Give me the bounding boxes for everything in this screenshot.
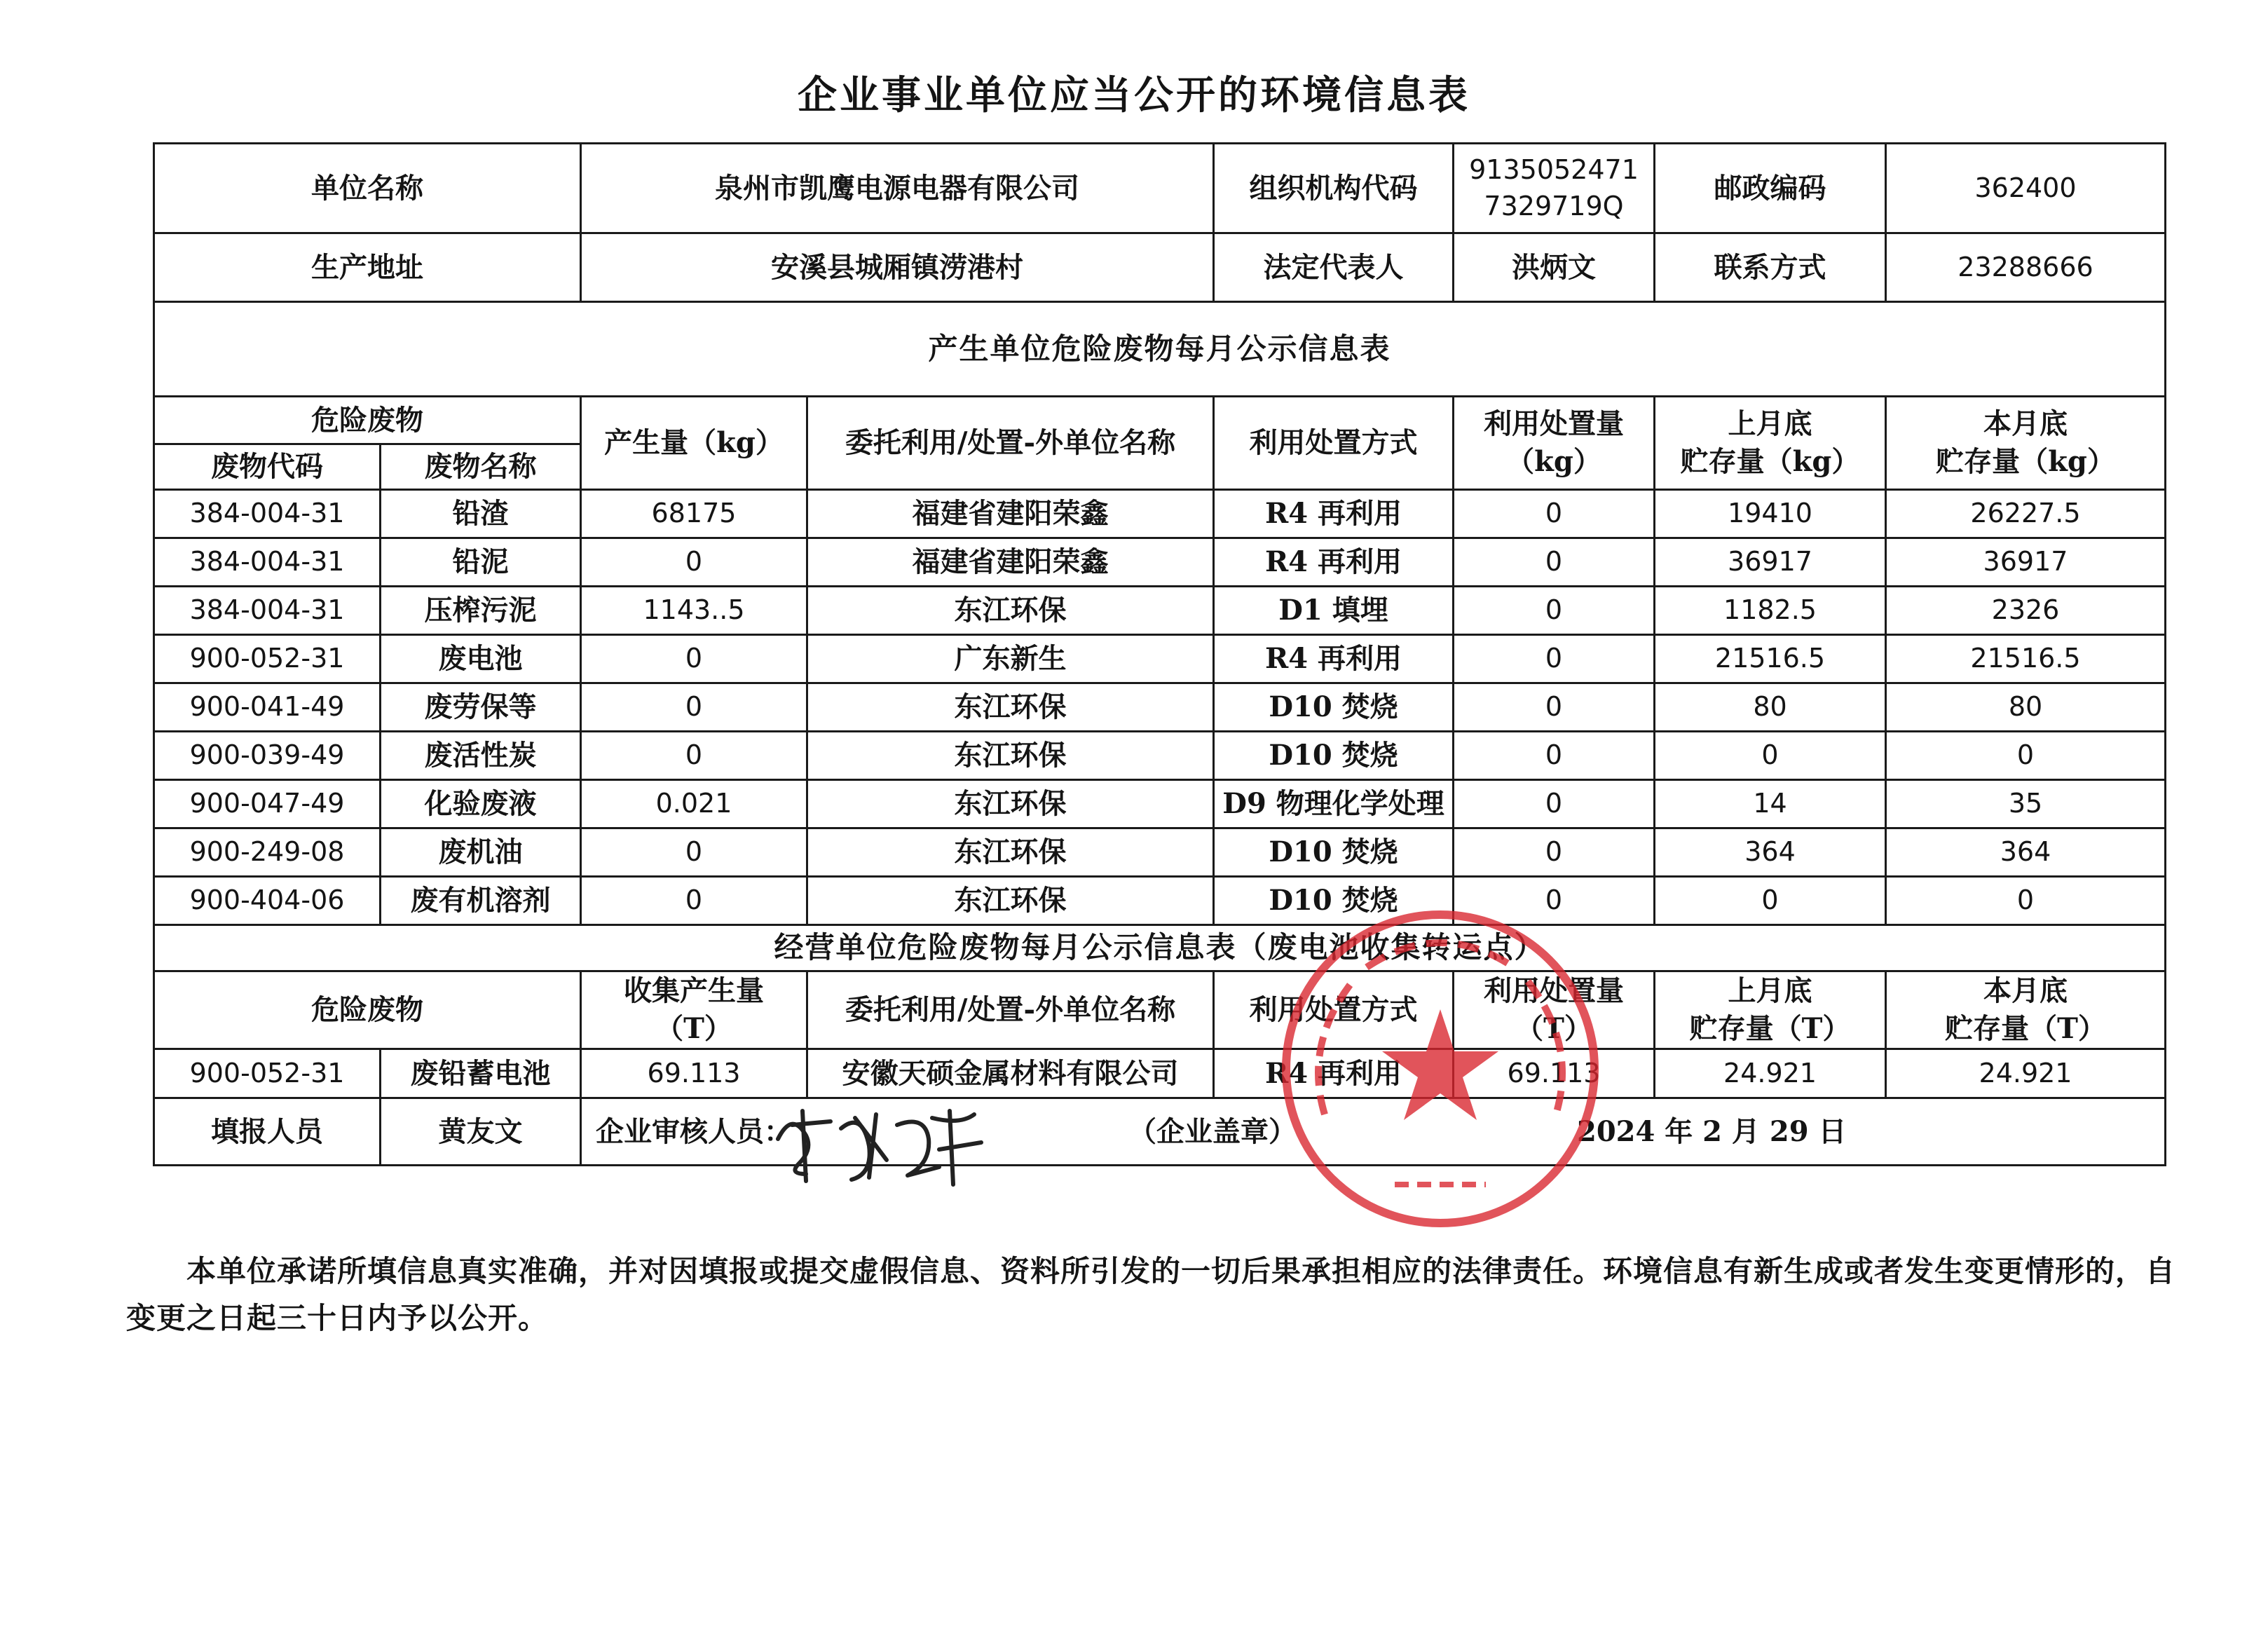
section2-title-row [154,925,2166,971]
method: R4 再利用 [1214,635,1454,683]
amount: 0 [581,683,807,732]
amount: 0 [581,732,807,780]
org-code-line2: 7329719Q [1484,190,1624,221]
entrusted-unit: 东江环保 [807,587,1214,635]
waste-code: 900-249-08 [154,828,381,877]
entrusted-unit: 东江环保 [807,780,1214,828]
disposed: 0 [1454,877,1655,925]
waste-name-header: 废物名称 [381,444,581,490]
table-row [154,587,2166,635]
waste-code: 900-052-31 [154,635,381,683]
table-row [154,828,2166,877]
filler-name: 黄友文 [381,1098,581,1166]
disposed: 0 [1454,587,1655,635]
last-month-header-line1: 上月底 [1728,407,1812,440]
report-date: 2024 年 2 月 29 日 [1577,1114,1847,1148]
this-month-stock: 0 [1886,732,2166,780]
seal-label: （企业盖章） [1128,1114,1297,1148]
disposed-header [1454,397,1655,490]
amount: 0 [581,828,807,877]
this-month-stock: 26227.5 [1886,490,2166,538]
this-month-stock: 35 [1886,780,2166,828]
waste-name: 废机油 [381,828,581,877]
waste-name: 化验废液 [381,780,581,828]
legal-rep-value: 洪炳文 [1454,233,1655,302]
contact-label: 联系方式 [1655,233,1886,302]
disposed: 0 [1454,635,1655,683]
this-month-header [1886,397,2166,490]
postal-code-label: 邮政编码 [1655,144,1886,233]
amount: 0 [581,635,807,683]
waste-name: 废电池 [381,635,581,683]
s2-this-month-stock: 24.921 [1886,1049,2166,1098]
waste-name: 铅泥 [381,538,581,587]
s2-entrusted-unit: 安徽天硕金属材料有限公司 [807,1049,1214,1098]
s2-method-header: 利用处置方式 [1214,971,1454,1049]
reviewer-signature [764,1097,995,1188]
unit-name-label: 单位名称 [154,144,581,233]
method: R4 再利用 [1214,538,1454,587]
method-header: 利用处置方式 [1214,397,1454,490]
disposed-header-line2: （kg） [1506,445,1601,478]
last-month-header-line2: 贮存量（kg） [1680,445,1860,478]
disposed: 0 [1454,538,1655,587]
last-month-stock: 19410 [1655,490,1886,538]
reviewer-label: 企业审核人员： [596,1114,792,1148]
this-month-header-line1: 本月底 [1983,407,2068,440]
waste-code: 900-039-49 [154,732,381,780]
s2-last-month-stock: 24.921 [1655,1049,1886,1098]
disposed: 0 [1454,490,1655,538]
waste-code-header: 废物代码 [154,444,381,490]
entrusted-unit: 福建省建阳荣鑫 [807,538,1214,587]
s2-collected-header-line1: 收集产生量 [624,974,764,1007]
s2-collected-header [581,971,807,1049]
waste-code: 900-047-49 [154,780,381,828]
amount: 0 [581,538,807,587]
disposed: 0 [1454,828,1655,877]
table-row [154,1049,2166,1098]
seal-star-icon [1382,1009,1498,1120]
s2-this-month-header-line1: 本月底 [1983,974,2068,1007]
s2-disposed: 69.113 [1454,1049,1655,1098]
last-month-header [1655,397,1886,490]
waste-name: 压榨污泥 [381,587,581,635]
entrusted-unit: 东江环保 [807,877,1214,925]
s2-waste-name: 废铅蓄电池 [381,1049,581,1098]
s2-entrusted-unit-header: 委托利用/处置-外单位名称 [807,971,1214,1049]
last-month-stock: 364 [1655,828,1886,877]
table-row [154,683,2166,732]
s2-last-month-header-line1: 上月底 [1728,974,1812,1007]
method: D10 焚烧 [1214,877,1454,925]
commitment-statement: 本单位承诺所填信息真实准确，并对因填报或提交虚假信息、资料所引发的一切后果承担相应的法律责任。环境信息有新生成或者发生变更情形的，自变更之日起三十日内予以公开。 [126,1254,2176,1336]
amount-header: 产生量（kg） [581,397,807,490]
legal-rep-label: 法定代表人 [1214,233,1454,302]
info-row-2 [154,233,2166,302]
table-row [154,732,2166,780]
disposed: 0 [1454,683,1655,732]
entrusted-unit: 东江环保 [807,828,1214,877]
waste-name: 废活性炭 [381,732,581,780]
company-seal-stamp [1276,904,1605,1234]
table-row [154,780,2166,828]
postal-code-value: 362400 [1886,144,2166,233]
section1-title-row [154,302,2166,397]
waste-name: 废劳保等 [381,683,581,732]
contact-value: 23288666 [1886,233,2166,302]
entrusted-unit: 东江环保 [807,732,1214,780]
s2-collected-header-line2: （T） [655,1012,732,1045]
unit-name-value: 泉州市凯鹰电源电器有限公司 [581,144,1214,233]
footer-row [154,1098,2166,1166]
page-title: 企业事业单位应当公开的环境信息表 [798,72,1470,118]
last-month-stock: 0 [1655,732,1886,780]
org-code-label: 组织机构代码 [1214,144,1454,233]
disposed: 0 [1454,780,1655,828]
s2-disposed-header-line1: 利用处置量 [1484,974,1624,1007]
table-row [154,877,2166,925]
info-row-1 [154,144,2166,233]
section2-header-row [154,971,2166,1049]
disposed: 0 [1454,732,1655,780]
entrusted-unit-header: 委托利用/处置-外单位名称 [807,397,1214,490]
section1-header-row-1 [154,397,2166,444]
waste-code: 384-004-31 [154,587,381,635]
entrusted-unit: 福建省建阳荣鑫 [807,490,1214,538]
entrusted-unit: 广东新生 [807,635,1214,683]
s2-collected-amount: 69.113 [581,1049,807,1098]
last-month-stock: 80 [1655,683,1886,732]
method: D9 物理化学处理 [1214,780,1454,828]
this-month-stock: 36917 [1886,538,2166,587]
this-month-header-line2: 贮存量（kg） [1936,445,2115,478]
method: D10 焚烧 [1214,732,1454,780]
waste-name: 废有机溶剂 [381,877,581,925]
this-month-stock: 364 [1886,828,2166,877]
last-month-stock: 1182.5 [1655,587,1886,635]
entrusted-unit: 东江环保 [807,683,1214,732]
s2-method: R4 再利用 [1214,1049,1454,1098]
org-code-line1: 9135052471 [1469,154,1639,186]
table-row [154,490,2166,538]
section1-title: 产生单位危险废物每月公示信息表 [154,302,2166,397]
s2-last-month-header-line2: 贮存量（T） [1689,1012,1851,1045]
address-label: 生产地址 [154,233,581,302]
org-code-value [1454,144,1655,233]
last-month-stock: 36917 [1655,538,1886,587]
address-value: 安溪县城厢镇涝港村 [581,233,1214,302]
s2-this-month-header-line2: 贮存量（T） [1945,1012,2106,1045]
section2-title: 经营单位危险废物每月公示信息表（废电池收集转运点） [154,925,2166,971]
environmental-info-table [153,142,2166,1166]
method: D1 填埋 [1214,587,1454,635]
method: R4 再利用 [1214,490,1454,538]
waste-code: 384-004-31 [154,538,381,587]
amount: 68175 [581,490,807,538]
this-month-stock: 80 [1886,683,2166,732]
waste-name: 铅渣 [381,490,581,538]
s2-hazardous-waste-header: 危险废物 [154,971,581,1049]
table-row [154,538,2166,587]
method: D10 焚烧 [1214,683,1454,732]
last-month-stock: 21516.5 [1655,635,1886,683]
waste-code: 900-041-49 [154,683,381,732]
s2-waste-code: 900-052-31 [154,1049,381,1098]
amount: 0.021 [581,780,807,828]
waste-code: 384-004-31 [154,490,381,538]
this-month-stock: 2326 [1886,587,2166,635]
last-month-stock: 0 [1655,877,1886,925]
amount: 0 [581,877,807,925]
disposed-header-line1: 利用处置量 [1484,407,1624,440]
s2-this-month-header [1886,971,2166,1049]
this-month-stock: 0 [1886,877,2166,925]
table-row [154,635,2166,683]
method: D10 焚烧 [1214,828,1454,877]
last-month-stock: 14 [1655,780,1886,828]
waste-code: 900-404-06 [154,877,381,925]
this-month-stock: 21516.5 [1886,635,2166,683]
filler-label: 填报人员 [154,1098,381,1166]
hazardous-waste-header: 危险废物 [154,397,581,444]
s2-last-month-header [1655,971,1886,1049]
s2-disposed-header-line2: （T） [1515,1012,1592,1045]
amount: 1143..5 [581,587,807,635]
